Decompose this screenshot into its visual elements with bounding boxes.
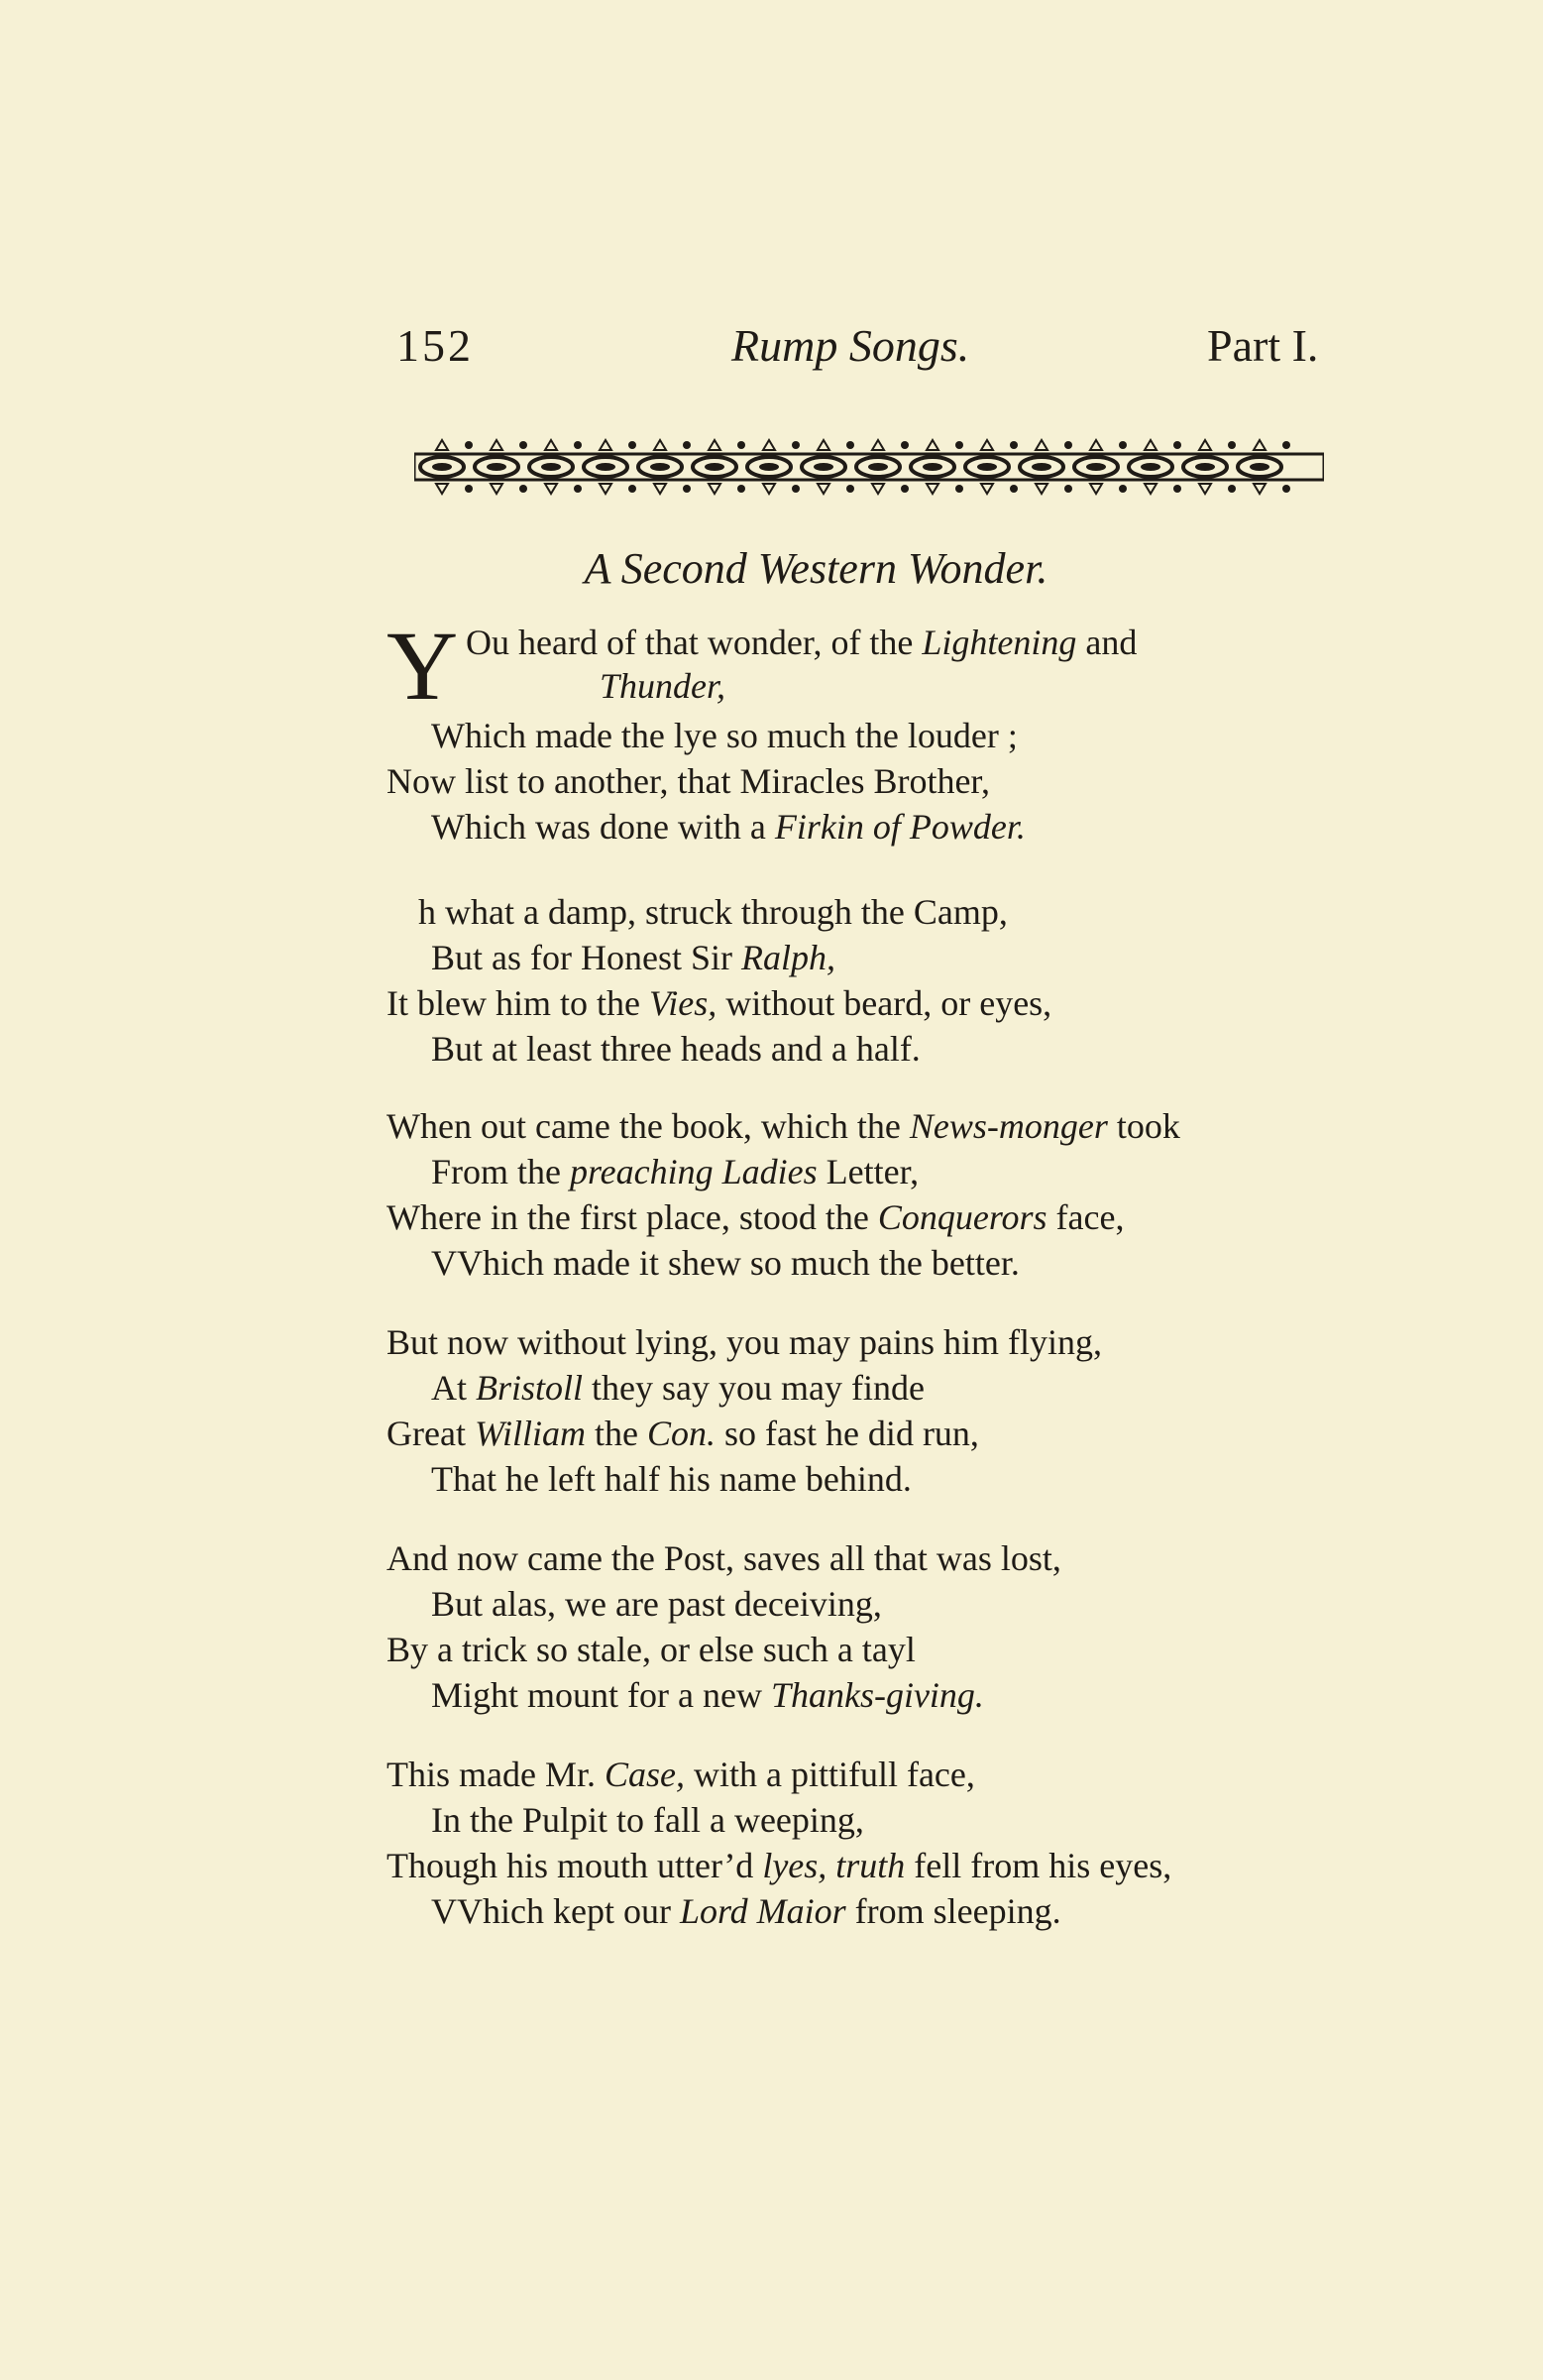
italic-text: Vies, — [648, 983, 717, 1023]
text-segment: took — [1107, 1106, 1180, 1146]
poem-line — [431, 1370, 925, 1406]
text-segment: Which was done with a — [431, 807, 775, 847]
text-segment: It blew him to the — [386, 983, 649, 1023]
poem-line — [431, 1461, 912, 1497]
poem-line — [431, 809, 1026, 845]
text-segment: with a pittifull face, — [684, 1755, 975, 1794]
text-segment: Now list to another, that Miracles Brother, — [386, 761, 990, 801]
text-segment: That he left half his name behind. — [431, 1459, 912, 1499]
text-segment: face, — [1047, 1197, 1125, 1237]
poem-line — [600, 668, 725, 704]
text-segment: Which made the lye so much the louder ; — [431, 716, 1018, 755]
text-segment: When out came the book, which the — [386, 1106, 910, 1146]
poem-line — [431, 1245, 1020, 1281]
text-segment: Though his mouth utter’d — [386, 1846, 763, 1885]
poem-line — [386, 1108, 1180, 1144]
text-segment: from sleeping. — [845, 1891, 1061, 1931]
italic-text: truth — [835, 1846, 906, 1885]
poem-line — [418, 894, 1008, 930]
text-segment: so fast he did run, — [715, 1414, 979, 1453]
poem-line — [386, 1416, 979, 1451]
text-segment: And now came the Post, saves all that was lost, — [386, 1538, 1061, 1578]
text-segment: h what a damp, struck through the Camp, — [418, 892, 1008, 932]
poem-line — [386, 985, 1051, 1021]
text-segment: fell from his eyes, — [905, 1846, 1172, 1885]
page-number: 152 — [396, 320, 474, 371]
italic-text: Firkin of Powder. — [774, 807, 1026, 847]
text-segment: Great — [386, 1414, 475, 1453]
poem-line — [386, 1757, 975, 1792]
text-segment: At — [431, 1368, 476, 1408]
italic-text: Thanks-giving. — [770, 1675, 984, 1715]
text-segment: they say you may finde — [583, 1368, 925, 1408]
text-segment: Ou heard of that wonder, of the — [466, 623, 923, 662]
text-segment: But as for Honest Sir — [431, 938, 741, 977]
poem-line — [431, 1154, 919, 1190]
poem-line — [431, 940, 835, 975]
text-segment: and — [1076, 623, 1138, 662]
italic-text: Conquerors — [877, 1197, 1047, 1237]
italic-text: Ralph, — [740, 938, 835, 977]
poem-line — [431, 1677, 984, 1713]
italic-text: Case, — [604, 1755, 685, 1794]
poem-line — [386, 763, 990, 799]
text-segment: VVhich made it shew so much the better. — [431, 1243, 1020, 1283]
part-label: Part I. — [1207, 320, 1319, 371]
poem-line — [431, 1031, 921, 1067]
text-segment — [827, 1846, 835, 1885]
italic-text: Lord Maior — [679, 1891, 846, 1931]
italic-text: William — [474, 1414, 586, 1453]
text-segment: By a trick so stale, or else such a tayl — [386, 1630, 916, 1669]
poem-line — [386, 1199, 1124, 1235]
poem-line — [431, 718, 1018, 753]
text-segment: This made Mr. — [386, 1755, 605, 1794]
italic-text: News-monger — [909, 1106, 1108, 1146]
italic-text: Thunder, — [600, 666, 726, 706]
italic-text: lyes, — [762, 1846, 827, 1885]
poem-line — [386, 1324, 1102, 1360]
poem-line — [386, 1848, 1171, 1883]
italic-text: Bristoll — [476, 1368, 584, 1408]
text-segment: without beard, or eyes, — [716, 983, 1052, 1023]
poem-line — [431, 1586, 882, 1622]
text-segment: In the Pulpit to fall a weeping, — [431, 1800, 864, 1840]
text-segment: the — [585, 1414, 647, 1453]
poem-line — [431, 1893, 1061, 1929]
poem-line — [386, 1540, 1061, 1576]
poem-line — [386, 1632, 916, 1667]
poem-title: A Second Western Wonder. — [584, 544, 1048, 593]
poem-line — [431, 1802, 864, 1838]
text-segment: VVhich kept our — [431, 1891, 680, 1931]
text-segment: But at least three heads and a half. — [431, 1029, 921, 1069]
italic-text: preaching Ladies — [570, 1152, 818, 1191]
text-segment: But alas, we are past deceiving, — [431, 1584, 882, 1624]
italic-text: Lightening — [922, 623, 1077, 662]
drop-cap: Y — [386, 611, 459, 721]
text-segment: From the — [431, 1152, 570, 1191]
running-title: Rump Songs. — [731, 320, 970, 371]
text-segment: But now without lying, you may pains him flying, — [386, 1322, 1102, 1362]
text-segment: Might mount for a new — [431, 1675, 771, 1715]
decorative-border-ornament — [414, 436, 1324, 498]
text-segment: Letter, — [817, 1152, 920, 1191]
italic-text: Con. — [646, 1414, 716, 1453]
text-segment: Where in the first place, stood the — [386, 1197, 878, 1237]
